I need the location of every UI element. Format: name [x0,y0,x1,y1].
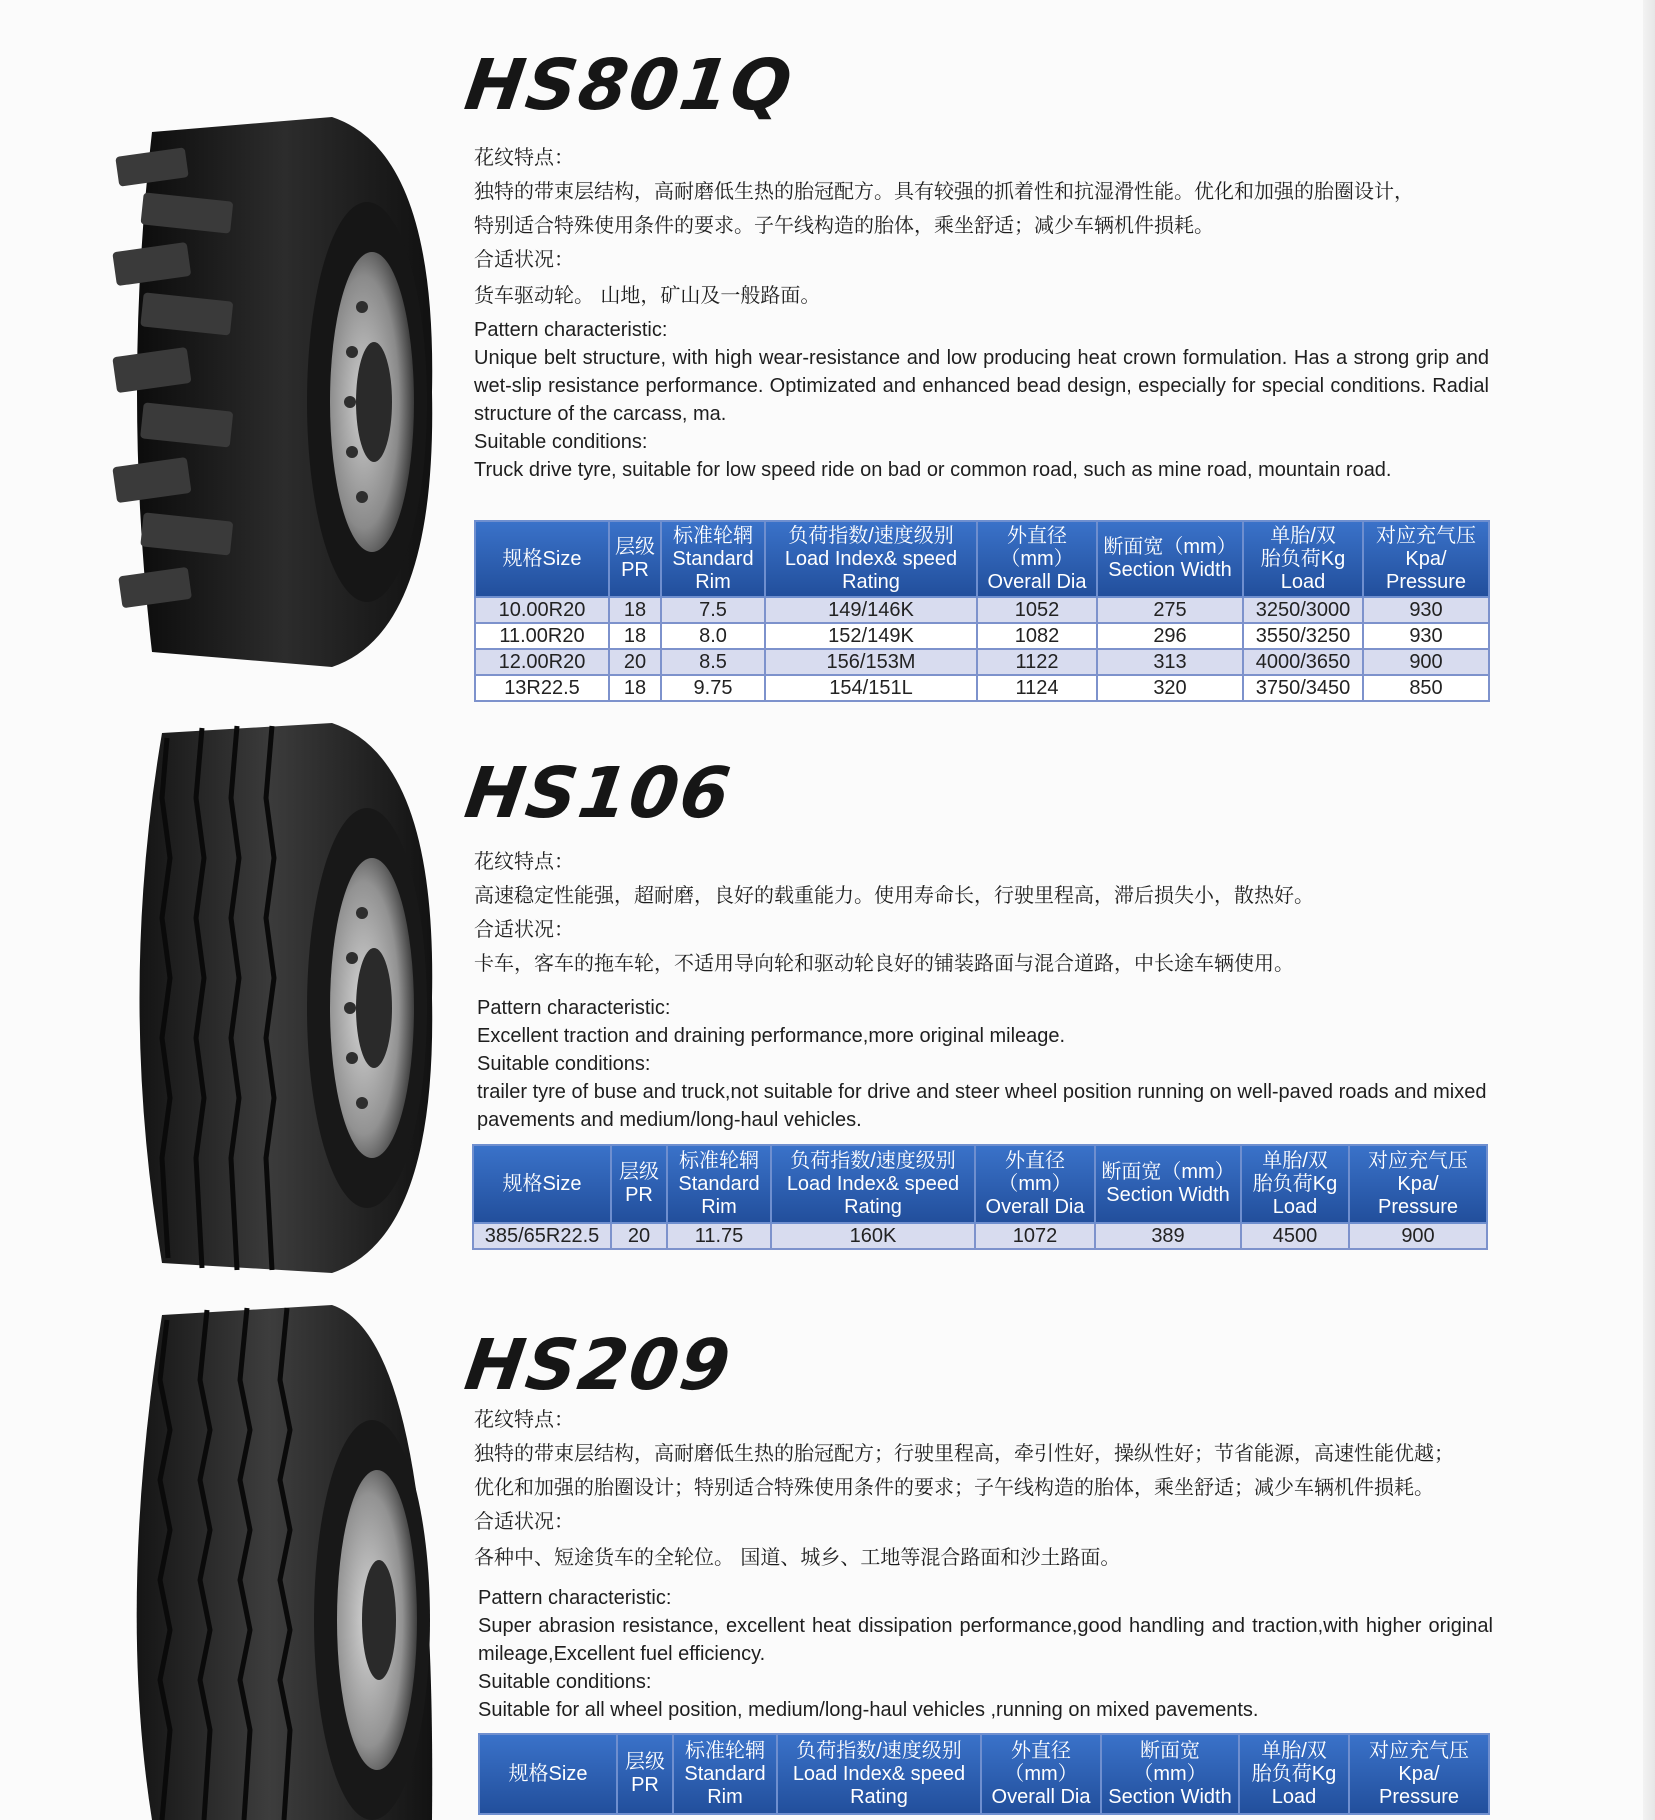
en-pattern-label: Pattern characteristic: [478,1587,672,1609]
cn-suitable-label: 合适状况： [474,247,574,271]
table-row [475,675,1489,701]
en-suitable-label: Suitable conditions: [474,431,648,453]
col-pr: 层级 PR [617,1734,673,1814]
table-cell: 18 [609,623,661,649]
table-cell: 3750/3450 [1243,675,1363,701]
hs801q-cn-block [474,140,1489,312]
en-pattern-label: Pattern characteristic: [474,319,668,341]
table-cell: 1052 [977,597,1097,623]
col-rim: 标准轮辋 Standard Rim [661,521,765,597]
col-load-index: 负荷指数/速度级别 Load Index& speed Rating [771,1145,975,1223]
col-size: 规格Size [475,521,609,597]
table-header-row [479,1734,1489,1814]
table-cell: 18 [609,675,661,701]
col-section-width: 断面宽（mm） Section Width [1101,1734,1239,1814]
hs209-title: HS209 [460,1324,737,1406]
table-cell: 930 [1363,597,1489,623]
hs209-spec-table [478,1733,1490,1815]
table-header-row [473,1145,1487,1223]
col-load-kg: 单胎/双 胎负荷Kg Load [1243,521,1363,597]
table-cell: 10.00R20 [475,597,609,623]
en-suitable-text: Suitable for all wheel position, medium/long-haul vehicles ,running on mixed pavements. [478,1699,1259,1721]
en-suitable-label: Suitable conditions: [477,1053,651,1075]
table-cell: 154/151L [765,675,977,701]
hs209-cn-block [474,1402,1489,1574]
col-size: 规格Size [479,1734,617,1814]
table-cell: 160K [771,1223,975,1249]
en-suitable-text: trailer tyre of buse and truck,not suitable for drive and steer wheel position running on well-paved roads and mixed pavements and medium/long-haul vehicles. [477,1081,1487,1131]
table-row [473,1223,1487,1249]
table-cell: 9.75 [661,675,765,701]
col-rim: 标准轮辋 Standard Rim [667,1145,771,1223]
en-suitable-text: Truck drive tyre, suitable for low speed ride on bad or common road, such as mine road, mountain road. [474,459,1392,481]
col-size: 规格Size [473,1145,611,1223]
col-pr: 层级 PR [609,521,661,597]
hs209-tire-image [112,1300,437,1820]
col-load-kg: 单胎/双 胎负荷Kg Load [1241,1145,1349,1223]
table-cell: 8.5 [661,649,765,675]
table-cell: 1122 [977,649,1097,675]
hs801q-tire-image [112,112,437,672]
cn-pattern-line: 优化和加强的胎圈设计；特别适合特殊使用条件的要求；子午线构造的胎体，乘坐舒适；减少车辆机件损耗。 [474,1475,1434,1499]
table-cell: 3250/3000 [1243,597,1363,623]
col-pressure: 对应充气压 Kpa/ Pressure [1363,521,1489,597]
table-cell: 11.00R20 [475,623,609,649]
table-cell: 1124 [977,675,1097,701]
table-cell: 900 [1363,649,1489,675]
table-cell: 1082 [977,623,1097,649]
table-cell: 13R22.5 [475,675,609,701]
col-overall-dia: 外直径 （mm） Overall Dia [975,1145,1095,1223]
en-pattern-label: Pattern characteristic: [477,997,671,1019]
table-cell: 1072 [975,1223,1095,1249]
table-cell: 7.5 [661,597,765,623]
table-row [475,597,1489,623]
table-cell: 296 [1097,623,1243,649]
cn-suitable-label: 合适状况： [474,917,574,941]
cn-pattern-line: 特别适合特殊使用条件的要求。子午线构造的胎体，乘坐舒适；减少车辆机件损耗。 [474,213,1214,237]
table-cell: 20 [611,1223,667,1249]
col-pr: 层级 PR [611,1145,667,1223]
hs801q-title: HS801Q [460,44,799,126]
col-section-width: 断面宽（mm） Section Width [1095,1145,1241,1223]
hs801q-spec-table [474,520,1490,702]
table-cell: 156/153M [765,649,977,675]
table-cell: 4500 [1241,1223,1349,1249]
cn-pattern-line: 独特的带束层结构，高耐磨低生热的胎冠配方。具有较强的抓着性和抗湿滑性能。优化和加强的胎圈设计， [474,179,1414,203]
table-header-row [475,521,1489,597]
table-row [475,623,1489,649]
table-cell: 850 [1363,675,1489,701]
table-cell: 20 [609,649,661,675]
hs106-cn-block [474,844,1489,980]
en-pattern-text: Excellent traction and draining performance,more original mileage. [477,1025,1066,1047]
table-cell: 320 [1097,675,1243,701]
table-cell: 385/65R22.5 [473,1223,611,1249]
hs801q-en-block [474,316,1489,484]
table-cell: 4000/3650 [1243,649,1363,675]
cn-suitable-text: 卡车，客车的拖车轮，不适用导向轮和驱动轮良好的铺装路面与混合道路，中长途车辆使用。 [474,951,1294,975]
table-cell: 389 [1095,1223,1241,1249]
table-cell: 313 [1097,649,1243,675]
cn-suitable-text: 货车驱动轮。 山地，矿山及一般路面。 [474,283,821,307]
cn-pattern-line: 独特的带束层结构，高耐磨低生热的胎冠配方；行驶里程高，牵引性好，操纵性好；节省能源，高速性能优越； [474,1441,1454,1465]
col-section-width: 断面宽（mm） Section Width [1097,521,1243,597]
col-pressure: 对应充气压 Kpa/ Pressure [1349,1734,1489,1814]
table-cell: 8.0 [661,623,765,649]
table-cell: 149/146K [765,597,977,623]
table-cell: 930 [1363,623,1489,649]
hs106-en-block [477,994,1492,1134]
col-load-index: 负荷指数/速度级别 Load Index& speed Rating [765,521,977,597]
col-rim: 标准轮辋 Standard Rim [673,1734,777,1814]
col-pressure: 对应充气压 Kpa/ Pressure [1349,1145,1487,1223]
en-pattern-text: Super abrasion resistance, excellent heat dissipation performance,good handling and traction,with higher original mileage,Excellent fuel efficiency. [478,1615,1493,1665]
page-edge [1643,0,1655,1820]
table-row [475,649,1489,675]
hs106-spec-table [472,1144,1488,1250]
cn-suitable-text: 各种中、短途货车的全轮位。 国道、城乡、工地等混合路面和沙土路面。 [474,1545,1121,1569]
table-cell: 152/149K [765,623,977,649]
col-overall-dia: 外直径 （mm） Overall Dia [977,521,1097,597]
col-load-kg: 单胎/双 胎负荷Kg Load [1239,1734,1349,1814]
col-overall-dia: 外直径 （mm） Overall Dia [981,1734,1101,1814]
en-pattern-text: Unique belt structure, with high wear-resistance and low producing heat crown formulation. Has a strong grip and wet-slip resistance performance. Optimizated and enhanced bead design, especially for special conditions. Radial structure of the carcass, ma. [474,347,1489,425]
cn-pattern-label: 花纹特点： [474,145,574,169]
cn-suitable-label: 合适状况： [474,1509,574,1533]
en-suitable-label: Suitable conditions: [478,1671,652,1693]
hs209-en-block [478,1584,1493,1724]
table-cell: 3550/3250 [1243,623,1363,649]
table-cell: 275 [1097,597,1243,623]
hs106-title: HS106 [460,752,737,834]
table-cell: 12.00R20 [475,649,609,675]
cn-pattern-label: 花纹特点： [474,1407,574,1431]
col-load-index: 负荷指数/速度级别 Load Index& speed Rating [777,1734,981,1814]
cn-pattern-line: 高速稳定性能强，超耐磨，良好的载重能力。使用寿命长，行驶里程高，滞后损失小，散热好。 [474,883,1314,907]
hs106-tire-image [112,718,437,1278]
table-cell: 18 [609,597,661,623]
table-cell: 11.75 [667,1223,771,1249]
cn-pattern-label: 花纹特点： [474,849,574,873]
table-cell: 900 [1349,1223,1487,1249]
